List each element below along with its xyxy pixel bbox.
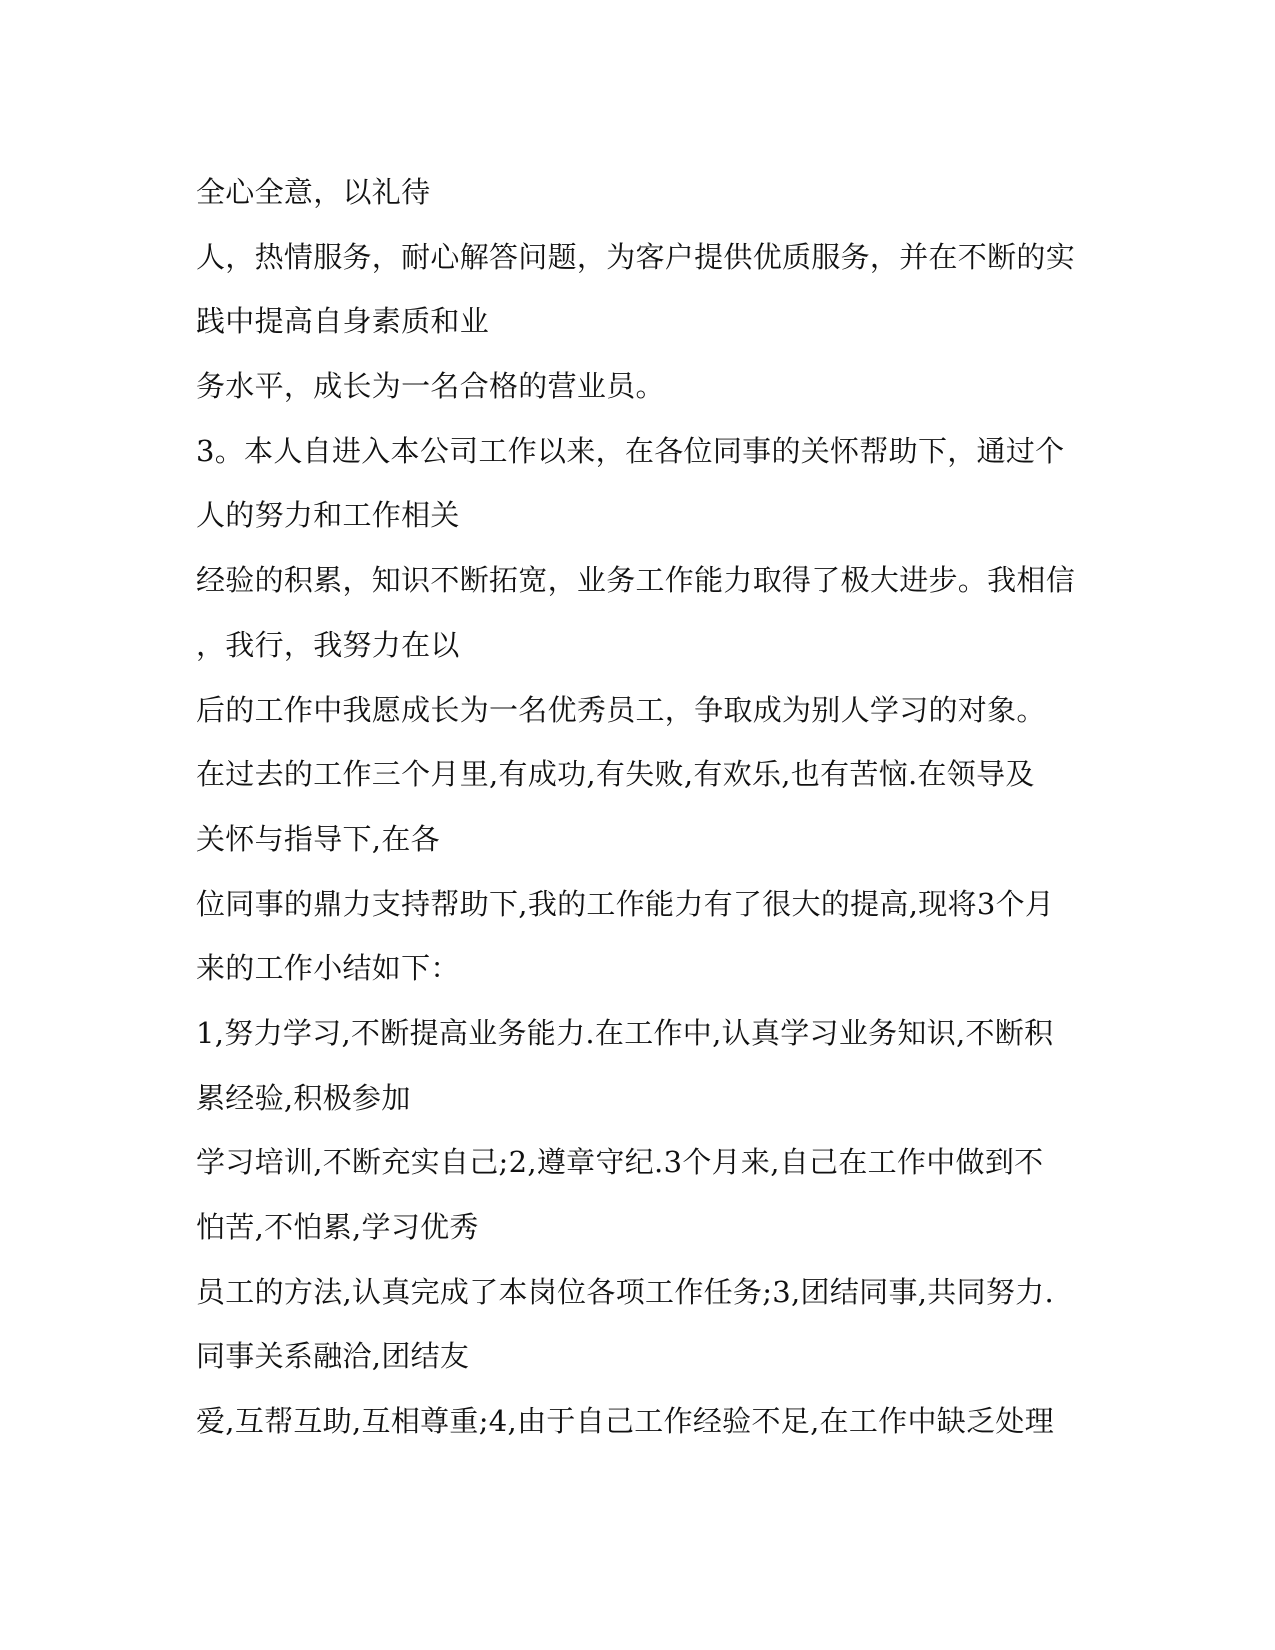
text-line: ，我行，我努力在以 — [196, 627, 460, 662]
document-body — [196, 160, 1096, 1454]
text-line: 来的工作小结如下： — [196, 951, 460, 986]
text-line: 1,努力学习,不断提高业务能力.在工作中,认真学习业务知识,不断积 — [196, 1015, 1054, 1050]
text-line: 务水平，成长为一名合格的营业员。 — [196, 369, 665, 404]
text-line: 累经验,积极参加 — [196, 1080, 411, 1115]
text-line: 学习培训,不断充实自己;2,遵章守纪.3个月来,自己在工作中做到不 — [196, 1145, 1044, 1180]
text-line: 怕苦,不怕累,学习优秀 — [196, 1210, 479, 1244]
text-line: 同事关系融洽,团结友 — [196, 1339, 470, 1374]
text-line: 人的努力和工作相关 — [196, 498, 460, 533]
text-line: 在过去的工作三个月里,有成功,有失败,有欢乐,也有苦恼.在领导及 — [196, 757, 1035, 792]
text-line: 经验的积累，知识不断拓宽，业务工作能力取得了极大进步。我相信 — [196, 563, 1076, 598]
text-line: 爱,互帮互助,互相尊重;4,由于自己工作经验不足,在工作中缺乏处理 — [196, 1404, 1054, 1439]
text-line: 3。本人自进入本公司工作以来，在各位同事的关怀帮助下，通过个 — [196, 433, 1065, 468]
text-line: 关怀与指导下,在各 — [196, 821, 440, 856]
text-line: 践中提高自身素质和业 — [196, 304, 490, 339]
text-line: 位同事的鼎力支持帮助下,我的工作能力有了很大的提高,现将3个月 — [196, 886, 1055, 921]
text-line: 后的工作中我愿成长为一名优秀员工，争取成为别人学习的对象。 — [196, 692, 1046, 727]
text-line: 员工的方法,认真完成了本岗位各项工作任务;3,团结同事,共同努力. — [196, 1274, 1054, 1309]
text-line: 人，热情服务，耐心解答问题，为客户提供优质服务，并在不断的实 — [196, 239, 1076, 274]
text-line: 全心全意，以礼待 — [196, 175, 431, 209]
